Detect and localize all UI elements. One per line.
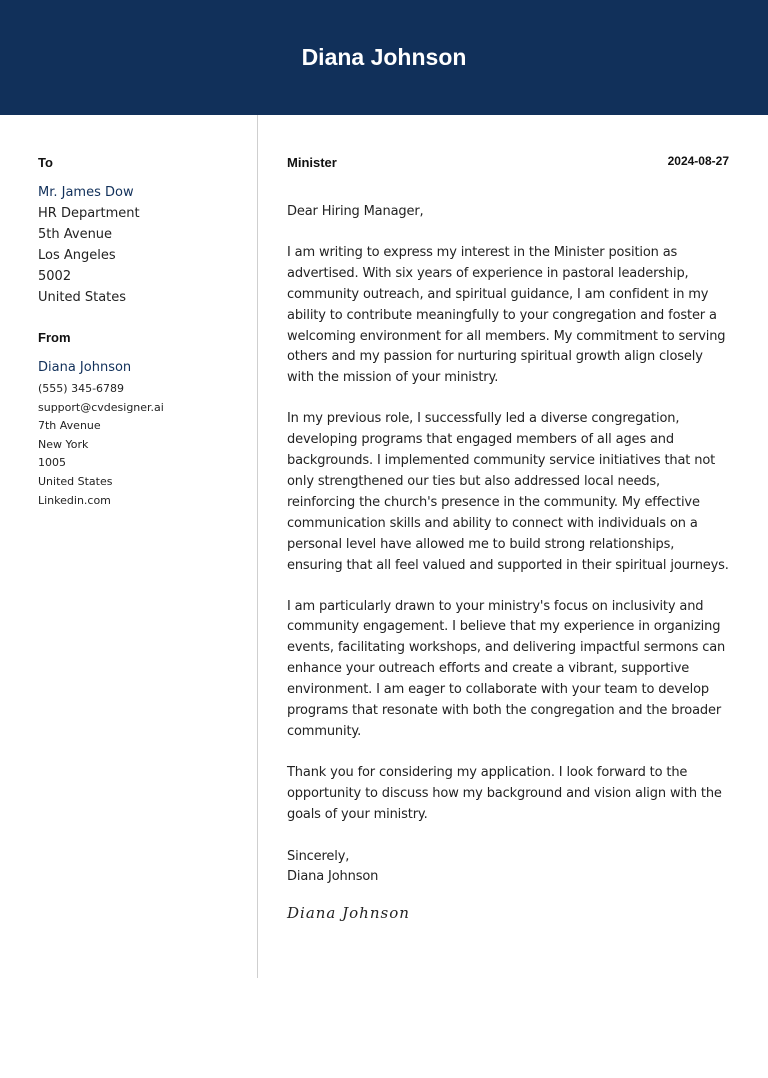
applicant-name-title: Diana Johnson (301, 44, 467, 70)
column-divider (257, 115, 258, 978)
sender-street: 7th Avenue (38, 419, 101, 433)
sender-phone: (555) 345-6789 (38, 382, 125, 395)
sender-name: Diana Johnson (38, 360, 132, 375)
closing: Sincerely, (287, 848, 350, 864)
position-title: Minister (287, 155, 337, 170)
from-label: From (38, 330, 71, 345)
handwritten-signature: Diana Johnson (287, 904, 410, 923)
letter-header-row (287, 150, 729, 176)
sender-linkedin: Linkedin.com (38, 493, 111, 507)
sender-postcode: 1005 (38, 456, 66, 470)
to-label: To (38, 155, 53, 170)
letter-date: 2024-08-27 (667, 154, 729, 168)
letter-paragraph: I am particularly drawn to your ministry's focus on inclusivity and community engagement. I believe that my experience in organizing events, facilitating workshops, and delivering impactful sermons can enhance your outreach efforts and create a vibrant, supportive environment. I am eager to collaborate with your team to develop programs that resonate with both the congregation and the broader community. (287, 598, 726, 739)
recipient-country: United States (38, 290, 127, 305)
recipient-address (38, 203, 248, 308)
header-banner (0, 0, 768, 115)
sender-country: United States (38, 474, 113, 488)
recipient-department: HR Department (38, 206, 140, 221)
recipient-street: 5th Avenue (38, 227, 113, 242)
contact-column (38, 150, 248, 510)
recipient-postcode: 5002 (38, 269, 72, 284)
salutation: Dear Hiring Manager, (287, 204, 424, 219)
letter-paragraph: Thank you for considering my application. I look forward to the opportunity to discuss how my background and vision align with the goals of your ministry. (287, 764, 722, 822)
closing-name: Diana Johnson (287, 869, 379, 885)
sender-details (38, 380, 248, 510)
sender-city: New York (38, 437, 89, 451)
letter-paragraph: In my previous role, I successfully led a diverse congregation, developing programs that engaged members of all ages and backgrounds. I implemented community service initiatives that not only strengthened our ties but also addressed local needs, reinforcing the church's presence in the community. My effective communication skills and ability to connect with individuals on a personal level have allowed me to build strong relationships, ensuring that all feel valued and supported in their spiritual journeys. (287, 411, 729, 573)
letter-paragraph: I am writing to express my interest in the Minister position as advertised. With six years of experience in pastoral leadership, community outreach, and spiritual guidance, I am confident in my ability to contribute meaningfully to your congregation and foster a welcoming environment for all members. My commitment to serving others and my passion for nurturing spiritual growth align closely with the mission of your ministry. (287, 244, 726, 386)
letter-column (287, 150, 729, 924)
sender-email: support@cvdesigner.ai (38, 400, 164, 414)
recipient-city: Los Angeles (38, 248, 116, 263)
recipient-name: Mr. James Dow (38, 185, 134, 200)
